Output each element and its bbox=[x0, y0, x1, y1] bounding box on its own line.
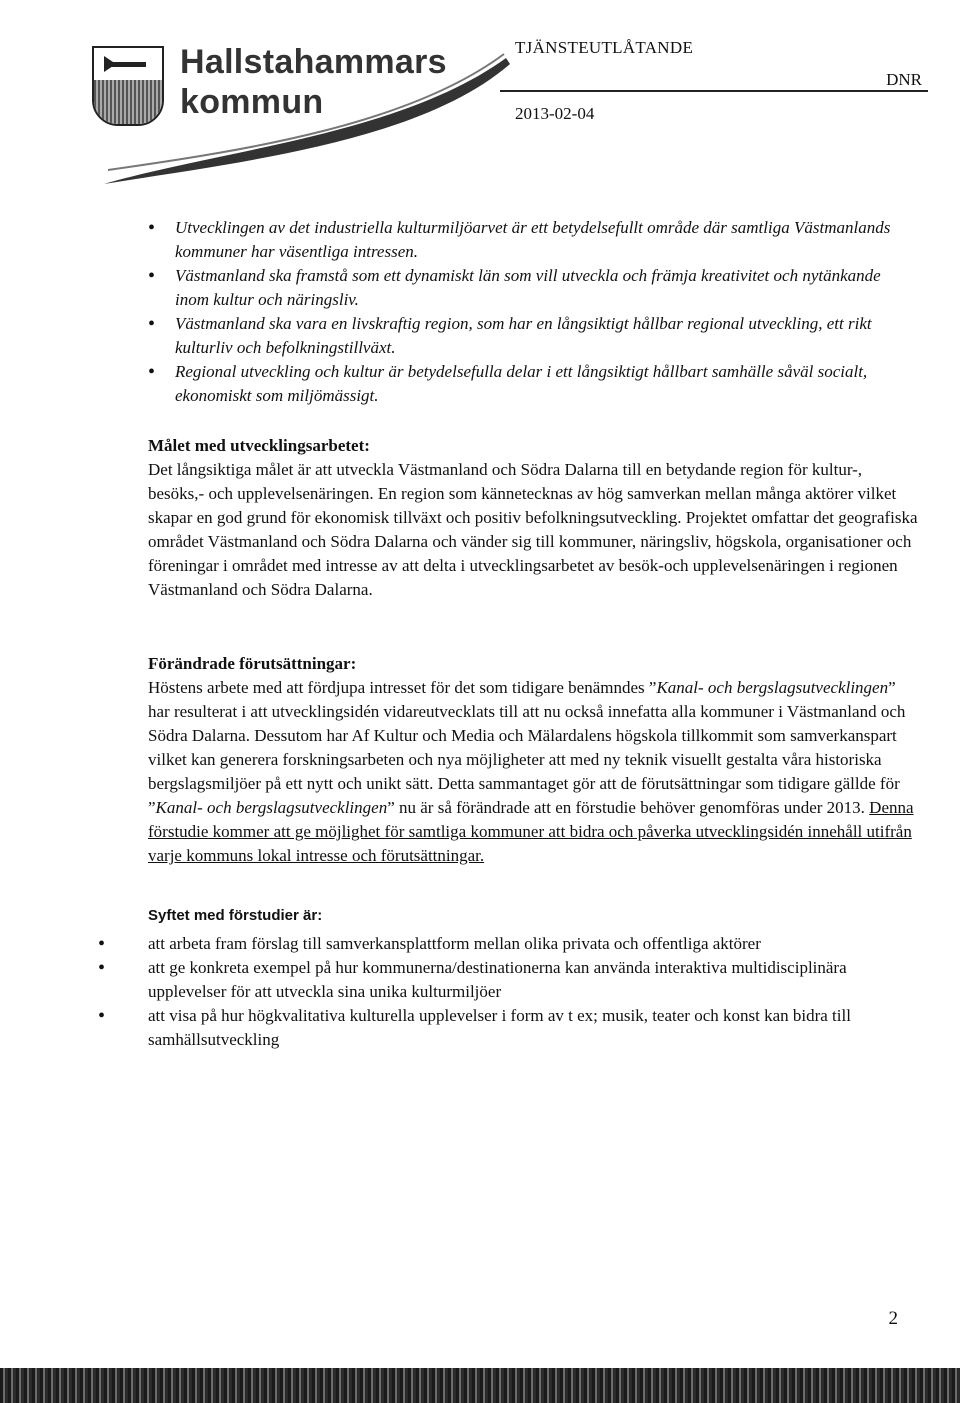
forandrade-text-3: ” nu är så förändrade att en förstudie behöver genomföras under 2013. bbox=[387, 798, 870, 817]
document-type: TJÄNSTEUTLÅTANDE bbox=[515, 38, 694, 57]
syftet-heading: Syftet med förstudier är: bbox=[148, 907, 323, 924]
forandrade-heading: Förändrade förutsättningar: bbox=[148, 654, 357, 673]
org-name-line2: kommun bbox=[180, 83, 324, 121]
forandrade-paragraph bbox=[148, 676, 918, 868]
forandrade-text-2: ” har resulterat i att utvecklingsidén vidareutvecklats till att nu också innefatta alla kommuner i Västmanland och Södra Dalarna. Dessutom har Af Kultur och Media och Mälardalens högskola tillkommit som samverkanspart vilket kan generera forskningsarbeten och nya möjligheter att med ny teknik visuellt gestalta våra historiska bergslagsmiljöer på ett nytt och unikt sätt. Detta sammantaget gör att de förutsättningar som tidigare gällde för ” bbox=[148, 678, 906, 817]
intro-bullet-3: • Västmanland ska vara en livskraftig region, som har en långsiktigt hållbar regional utveckling, ett rikt kulturliv och befolkningstillväxt. bbox=[148, 312, 918, 360]
dnr-label: DNR bbox=[886, 70, 922, 89]
forandrade-italic-2: Kanal- och bergslagsutvecklingen bbox=[155, 798, 388, 817]
header-divider bbox=[500, 90, 928, 92]
forandrade-text-1: Höstens arbete med att fördjupa intresset för det som tidigare benämndes ” bbox=[148, 678, 657, 697]
intro-bullet-1: • Utvecklingen av det industriella kulturmiljöarvet är ett betydelsefullt område där samtliga Västmanlands kommuner har väsentliga intressen. bbox=[148, 216, 918, 264]
document-date: 2013-02-04 bbox=[515, 104, 595, 123]
syftet-item-3: • att visa på hur högkvalitativa kulturella upplevelser i form av t ex; musik, teater och konst kan bidra till samhällsutveckling bbox=[148, 1004, 918, 1052]
page-number: 2 bbox=[888, 1308, 898, 1329]
syftet-item-2: • att ge konkreta exempel på hur kommunerna/destinationerna kan använda interaktiva multidisciplinära upplevelser för att utveckla sina unika kulturmiljöer bbox=[148, 956, 918, 1004]
syftet-list bbox=[148, 932, 918, 1052]
document-body bbox=[148, 216, 918, 1052]
malet-heading: Målet med utvecklingsarbetet: bbox=[148, 436, 370, 455]
intro-bullet-2: • Västmanland ska framstå som ett dynamiskt län som vill utveckla och främja kreativitet och nytänkande inom kultur och näringsliv. bbox=[148, 264, 918, 312]
intro-bullet-list bbox=[148, 216, 918, 408]
forandrade-underlined: Denna förstudie kommer att ge möjlighet för samtliga kommuner att bidra och påverka utvecklingsidén innehåll utifrån varje kommuns lokal intresse och förutsättningar. bbox=[148, 798, 914, 865]
header-swoosh-icon bbox=[100, 50, 520, 190]
malet-paragraph: Det långsiktiga målet är att utveckla Västmanland och Södra Dalarna till en betydande region för kultur-, besöks,- och upplevelsenäringen. En region som kännetecknas av hög samverkan mellan många aktörer vilket skapar en god grund för ekonomisk tillväxt och positiv befolkningsutveckling. Projektet omfattar det geografiska området Västmanland och Södra Dalarna och vänder sig till kommuner, näringsliv, högskola, organisationer och föreningar i området med intresse av att delta i utvecklingsarbetet av besök-och upplevelsenäringen i regionen Västmanland och Södra Dalarna. bbox=[148, 460, 918, 599]
org-name-line1: Hallstahammars bbox=[180, 43, 447, 81]
scan-footer-band bbox=[0, 1368, 960, 1403]
syftet-item-1: • att arbeta fram förslag till samverkansplattform mellan olika privata och offentliga aktörer bbox=[148, 932, 918, 956]
intro-bullet-4: • Regional utveckling och kultur är betydelsefulla delar i ett långsiktigt hållbart samhälle såväl socialt, ekonomiskt som miljömässigt. bbox=[148, 360, 918, 408]
forandrade-italic-1: Kanal- och bergslagsutvecklingen bbox=[656, 678, 889, 697]
